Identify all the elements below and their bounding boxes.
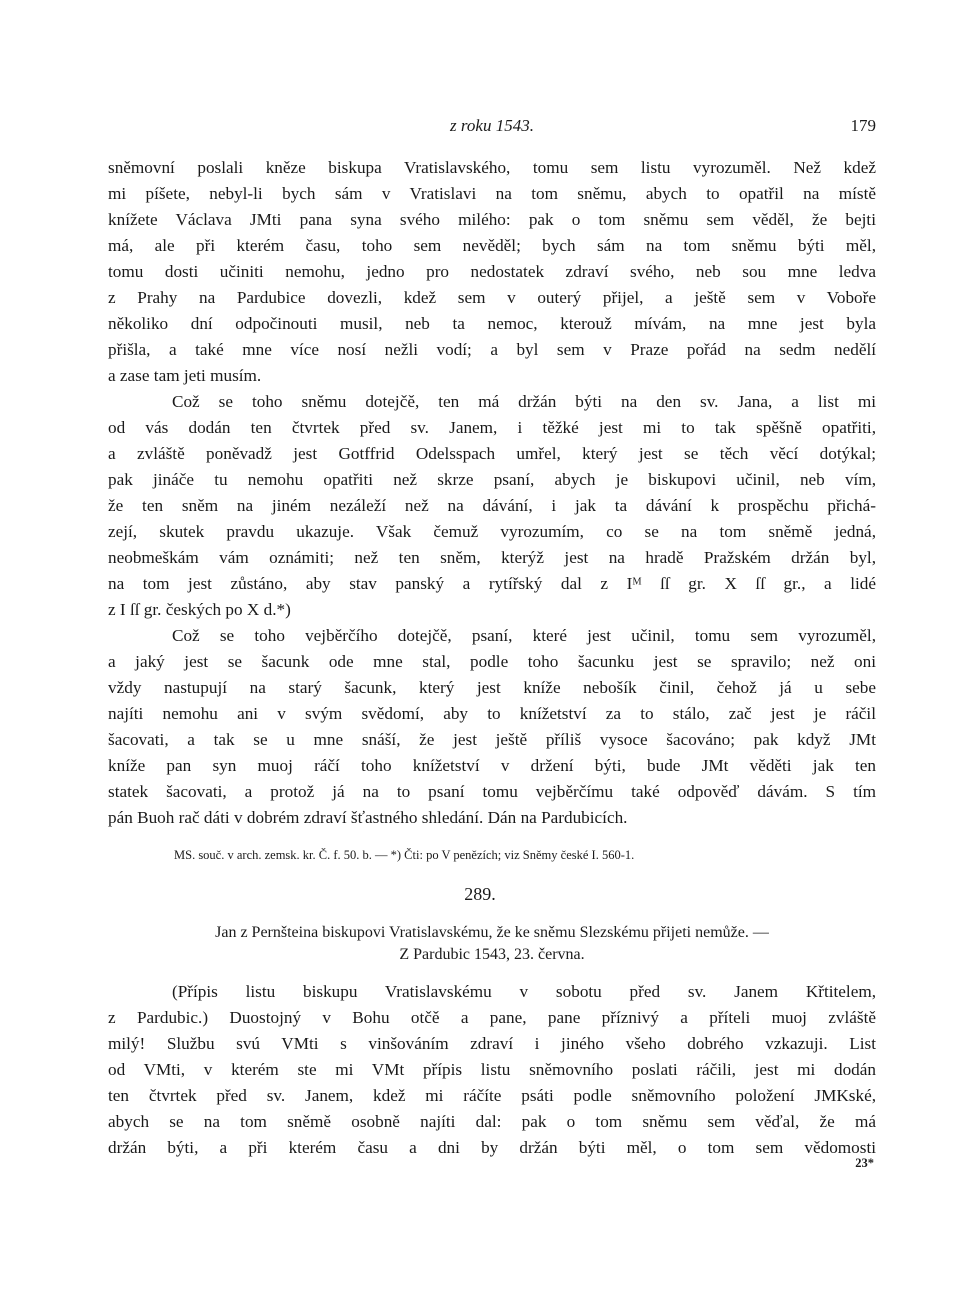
body-line: na tom jest zůstáno, aby stav panský a rytířský dal z Iᴹ ſſ gr. X ſſ gr., a lidé xyxy=(108,574,876,593)
body-line: Což se toho sněmu dotejčě, ten má držán býti na den sv. Jana, a list mi xyxy=(172,392,876,411)
body-line: od vás dodán ten čtvrtek před sv. Janem, i těžké jest mi to tak spěšně opatřiti, xyxy=(108,418,876,437)
body-line: pán Buoh rač dáti v dobrém zdraví šťastného shledání. Dán na Pardubicích. xyxy=(108,808,628,827)
body-line: pak jináče tu nemohu opatřiti než skrze psaní, abych je biskupovi učinil, neb vím, xyxy=(108,470,876,489)
document-date: Z Pardubic 1543, 23. června. xyxy=(399,946,585,963)
body-line: má, ale při kterém času, toho sem nevěděl; bych sám na tom sněmu býti měl, xyxy=(108,236,876,255)
body-line: neobmeškám vám oznámiti; než ten sněm, kterýž jest na hradě Pražském držán byl, xyxy=(108,548,876,567)
body-line: a jaký jest se šacunk ode mne stal, podle toho šacunku jest se spravilo; než oni xyxy=(108,652,876,671)
body-line: několiko dní odpočinouti musil, neb ta nemoc, kterouž mívám, na mne jest byla xyxy=(108,314,876,333)
body-line: sněmovní poslali kněze biskupa Vratislavského, tomu sem listu vyrozuměl. Než kdež xyxy=(108,158,876,177)
body-line: z I ſſ gr. českých po X d.*) xyxy=(108,600,291,619)
page-header xyxy=(108,116,876,140)
body-line: vždy nastupují na starý šacunk, který jest kníže nebošík činil, čehož já u sebe xyxy=(108,678,876,697)
body-line: mi píšete, nebyl-li bych sám v Vratislavi na tom sněmu, abych to opatřil na místě xyxy=(108,184,876,203)
letter-line: (Přípis listu biskupu Vratislavskému v sobotu před sv. Janem Křtitelem, xyxy=(172,982,876,1001)
body-line: a zvláště poněvadž jest Gotffrid Odelsspach umřel, který jest se těch věcí dotýkal; xyxy=(108,444,876,463)
body-line: statek šacovati, a protož já na to psaní tomu vejběrčímu také odpověď dávám. S tím xyxy=(108,782,876,801)
running-title: z roku 1543. xyxy=(450,116,534,135)
letter-line: z Pardubic.) Duostojný v Bohu otčě a pane, pane příznivý a příteli muoj zvláště xyxy=(108,1008,876,1027)
body-line: najíti nemohu ani v svým svědomí, aby to knížetství za to stálo, zač jest je ráčil xyxy=(108,704,876,723)
body-line: Což se toho vejběrčího dotejčě, psaní, které jest učinil, tomu sem vyrozuměl, xyxy=(172,626,876,645)
body-line: z Prahy na Pardubice dovezli, kdež sem v outerý přijel, a ještě sem v Voboře xyxy=(108,288,876,307)
document-number: 289. xyxy=(464,884,496,904)
footnote: MS. souč. v arch. zemsk. kr. Č. f. 50. b. — *) Čti: po V penězích; viz Sněmy české I. 560-1. xyxy=(174,848,635,862)
letter-line: od VMti, v kterém ste mi VMt přípis listu sněmovního poslati ráčili, jest mi dodán xyxy=(108,1060,876,1079)
body-line: a zase tam jeti musím. xyxy=(108,366,262,385)
letter-line: ten čtvrtek před sv. Janem, kdež mi ráčíte psáti podle sněmovního položení JMKské, xyxy=(108,1086,876,1105)
body-line: šacovati, a tak se u mne snáší, že jest ještě příliš vysoce šacováno; pak když JMt xyxy=(108,730,876,749)
body-line: přišla, a také mne více nosí nežli vodí; a byl sem v Praze pořád na sedm nedělí xyxy=(108,340,876,359)
body-line: kníže pan syn muoj ráčí toho knížetství v držení býti, bude JMt věděti jak ten xyxy=(108,756,876,775)
letter-line: abych se na tom sněmě osobně najíti dal: pak o tom sněmu sem věďal, že má xyxy=(108,1112,876,1131)
document-summary: Jan z Pernšteina biskupovi Vratislavskému, že ke sněmu Slezskému přijeti nemůže. — xyxy=(215,924,769,941)
letter-line: milý! Službu svú VMti s vinšováním zdraví i jiného všeho dobrého vzkazuji. List xyxy=(108,1034,876,1053)
page-number: 179 xyxy=(850,116,876,135)
body-line: tomu dosti učiniti nemohu, jedno pro nedostatek zdraví svého, neb sou mne ledva xyxy=(108,262,876,281)
printer-signature: 23* xyxy=(855,1156,874,1170)
letter-line: držán býti, a při kterém času a dni by držán býti měl, o tom sem vědomosti xyxy=(108,1138,876,1157)
body-line: knížete Václava JMti pana syna svého milého: pak o tom sněmu sem věděl, že bejti xyxy=(108,210,876,229)
body-line: zejí, skutek pravdu ukazuje. Však čemuž vyrozumím, co se na tom sněmě jedná, xyxy=(108,522,876,541)
body-line: že ten sněm na jiném nezáleží než na dávání, i jak ta dávání k prospěchu přichá- xyxy=(108,496,876,515)
